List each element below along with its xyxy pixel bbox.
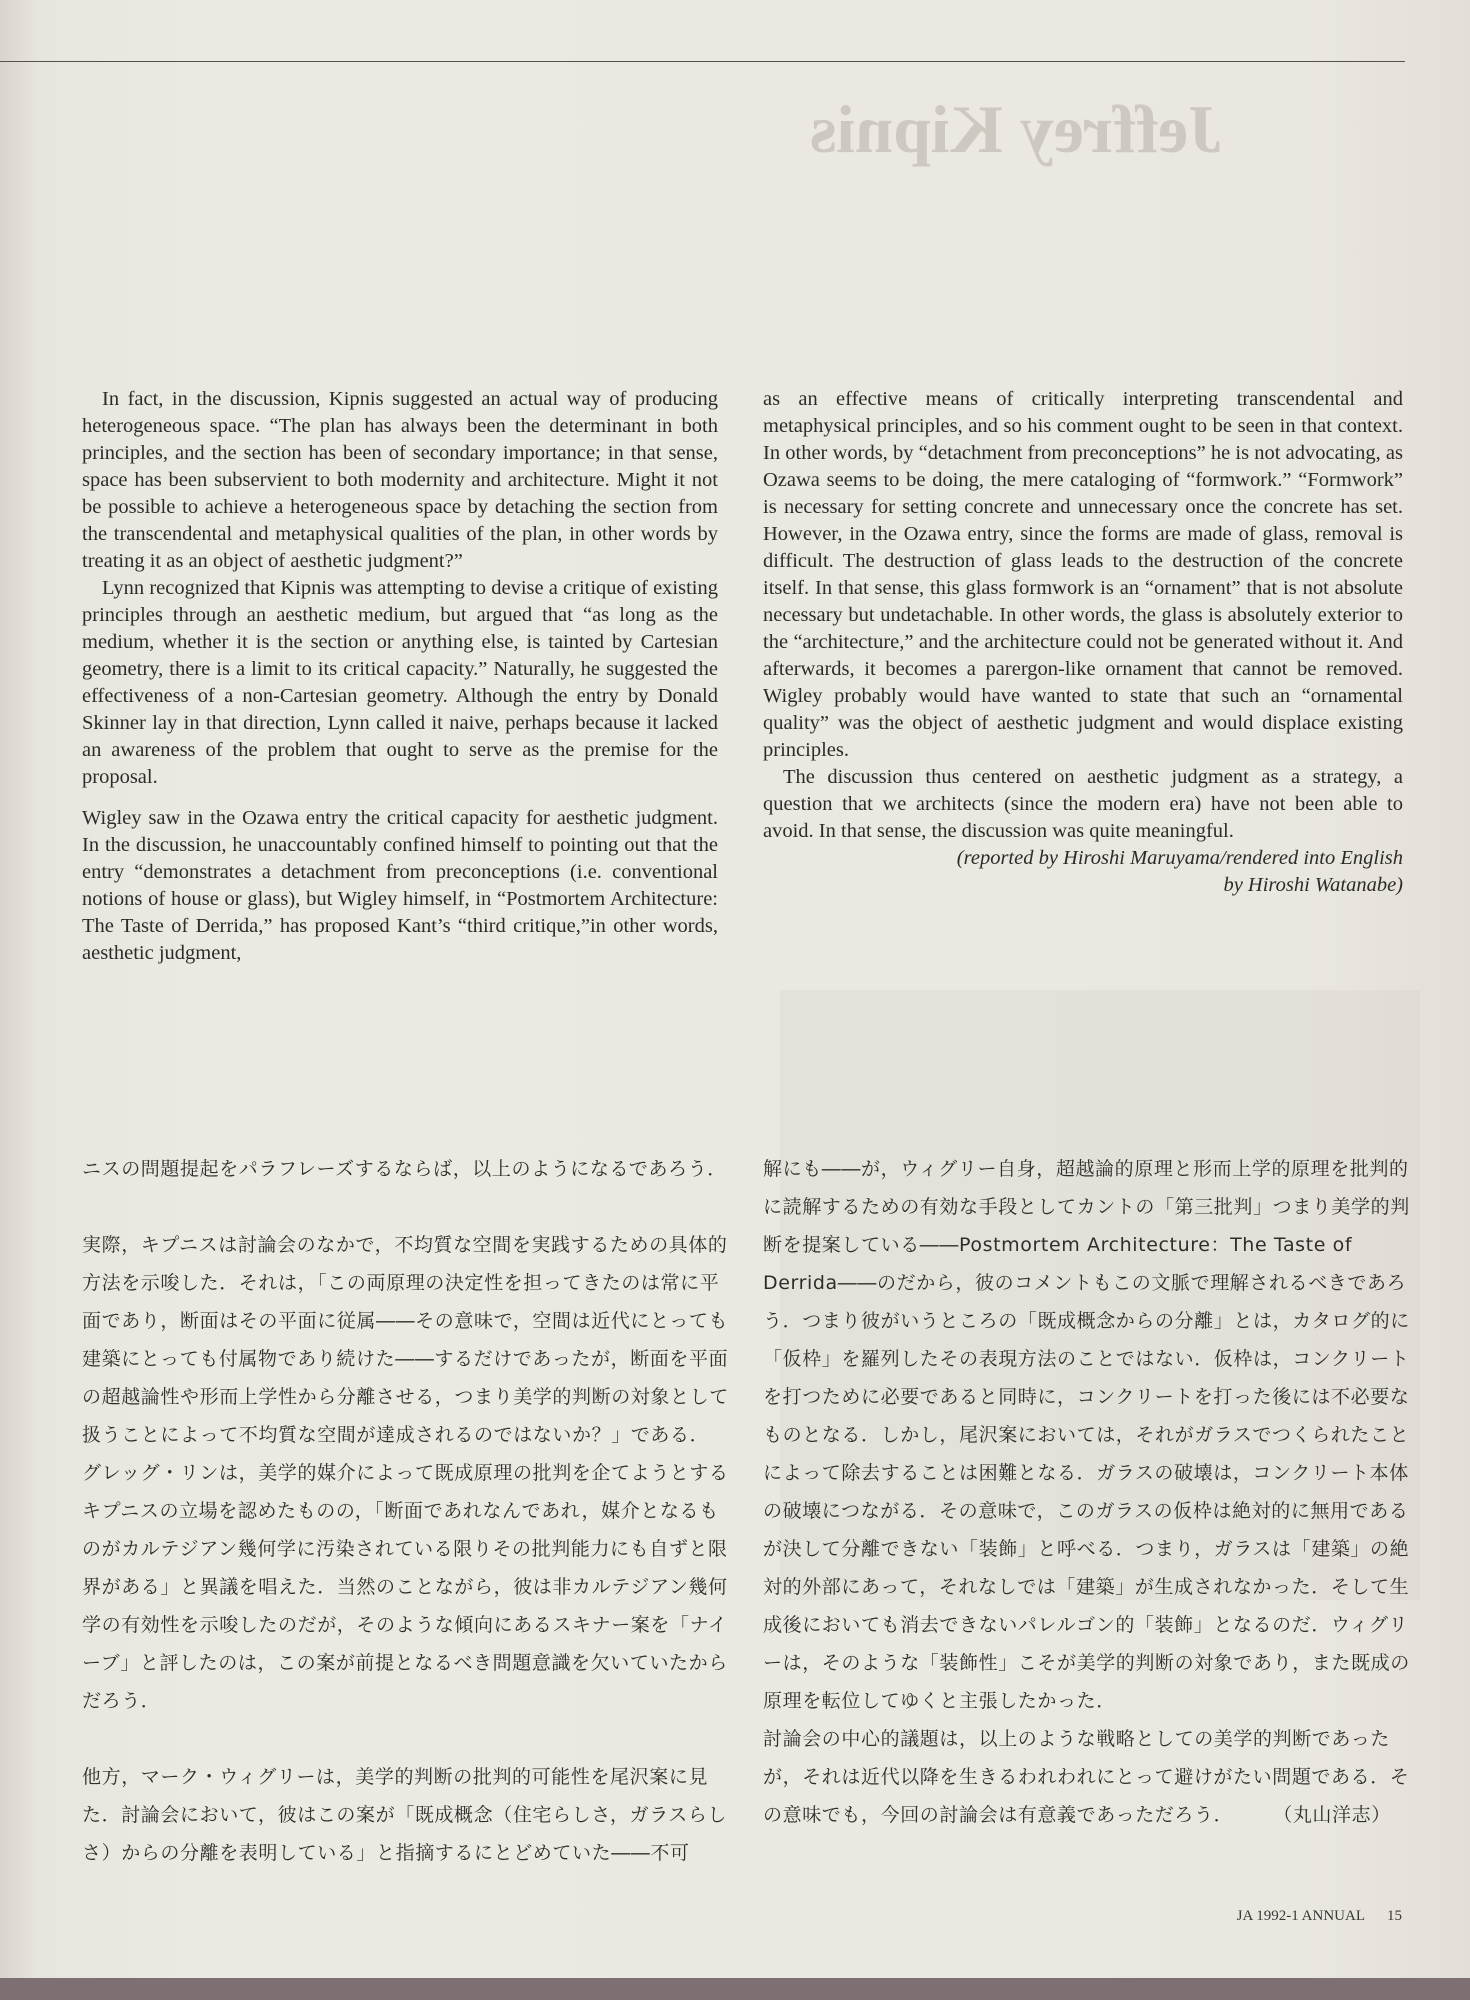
top-rule [0, 61, 1405, 62]
page-footer [1237, 1908, 1402, 1925]
show-through-title: Jeffrey Kipnis [810, 91, 1223, 167]
report-credit: (reported by Hiroshi Maruyama/rendered into English [956, 847, 1403, 869]
japanese-paragraph: 実際，キプニスは討論会のなかで，不均質な空間を実践するための具体的方法を示唆した．それは，「この両原理の決定性を担ってきたのは常に平面であり，断面はその平面に従属――その意味で，空間は近代にとっても建築にとっても付属物であり続けた――するだけであったが，断面を平面の超越論性や形而上学性から分離させる，つまり美学的判断の対象として扱うことによって不均質な空間が達成されるのではないか？」である． [82, 1234, 729, 1446]
english-paragraph: Wigley saw in the Ozawa entry the critical capacity for aesthetic judgment. In the discussion, he unaccountably confined himself to pointing out that the entry “demonstrates a detachment from preconceptions (i.e. conventional notions of house or glass), but Wigley himself, in “Postmortem Architecture: The Taste of Derrida,” has proposed Kant’s “third critique,”in other words, aesthetic judgment, [82, 807, 718, 964]
english-paragraph: as an effective means of critically interpreting transcendental and metaphysical principles, and so his comment ought to be seen in that context. In other words, by “detachment from preconceptions” he is not advocating, as Ozawa seems to be doing, the mere cataloging of “formwork.” “Formwork” is necessary for setting concrete and unnecessary once the concrete has set. However, in the Ozawa entry, since the forms are made of glass, removal is difficult. The destruction of glass leads to the destruction of the concrete itself. In that sense, this glass formwork is an “ornament” that is not absolute necessary but undetachable. In other words, the glass is absolutely exterior to the “architecture,” and the architecture could not be generated without it. And afterwards, it becomes a parergon-like ornament that cannot be removed. Wigley probably would have wanted to state that such an “ornamental quality” was the object of aesthetic judgment and would displace existing principles. [763, 388, 1403, 761]
japanese-signature: （丸山洋志） [1273, 1804, 1391, 1826]
bottom-edge [0, 1978, 1470, 2000]
japanese-paragraph: ニスの問題提起をパラフレーズするならば，以上のようになるであろう． [82, 1158, 727, 1180]
japanese-paragraph: 他方，マーク・ウィグリーは，美学的判断の批判的可能性を尾沢案に見た．討論会において，彼はこの案が「既成概念（住宅らしさ，ガラスらしさ）からの分離を表明している」と指摘するにとどめていた――不可 [82, 1766, 728, 1864]
journal-issue: JA 1992-1 ANNUAL [1236, 1908, 1365, 1924]
japanese-paragraph: グレッグ・リンは，美学的媒介によって既成原理の批判を企てようとするキプニスの立場を認めたものの，「断面であれなんであれ，媒介となるものがカルテジアン幾何学に汚染されている限りその批判能力にも自ずと限界がある」と異議を唱えた．当然のことながら，彼は非カルテジアン幾何学の有効性を示唆したのだが，そのような傾向にあるスキナー案を「ナイーブ」と評したのは，この案が前提となるべき問題意識を欠いていたからだろう． [82, 1462, 729, 1712]
english-column-right [763, 386, 1403, 899]
english-paragraph: In fact, in the discussion, Kipnis suggested an actual way of producing heterogeneous space. “The plan has always been the determinant in both principles, and the section has been of secondary importance; in that sense, space has been subservient to both modernity and architecture. Might it not be possible to achieve a heterogeneous space by detaching the section from the transcendental and metaphysical qualities of the plan, in other words by treating it as an object of aesthetic judgment?” [82, 388, 718, 572]
english-column-left [82, 386, 718, 967]
japanese-paragraph: 解にも――が，ウィグリー自身，超越論的原理と形而上学的原理を批判的に読解するための有効な手段としてカントの「第三批判」つまり美学的判断を提案している――Postmortem Architecture：The Taste of Derrida――のだから，彼のコメントもこの文脈で理解されるべきであろう．つまり彼がいうところの「既成概念からの分離」とは，カタログ的に「仮枠」を羅列したその表現方法のことではない．仮枠は，コンクリートを打つために必要であると同時に，コンクリートを打った後には不必要なものとなる．しかし，尾沢案においては，それがガラスでつくられたことによって除去することは困難となる．ガラスの破壊は，コンクリート本体の破壊につながる．その意味で，このガラスの仮枠は絶対的に無用であるが決して分離できない「装飾」と呼べる．つまり，ガラスは「建築」の絶対的外部にあって，それなしでは「建築」が生成されなかった．そして生成後においても消去できないパレルゴン的「装飾」となるのだ．ウィグリーは，そのような「装飾性」こそが美学的判断の対象であり，また既成の原理を転位してゆくと主張したかった． [763, 1158, 1410, 1712]
english-paragraph: The discussion thus centered on aesthetic judgment as a strategy, a question that we architects (since the modern era) have not been able to avoid. In that sense, the discussion was quite meaningful. [763, 766, 1403, 842]
japanese-column-left [82, 1150, 732, 1872]
japanese-column-right [763, 1150, 1413, 1834]
page-number: 15 [1387, 1908, 1402, 1924]
english-paragraph: Lynn recognized that Kipnis was attempting to devise a critique of existing principles through an aesthetic medium, but argued that “as long as the medium, whether it is the section or anything else, is tainted by Cartesian geometry, there is a limit to its critical capacity.” Naturally, he suggested the effectiveness of a non-Cartesian geometry. Although the entry by Donald Skinner lay in that direction, Lynn called it naive, perhaps because it lacked an awareness of the problem that ought to serve as the premise for the proposal. [82, 577, 718, 788]
translation-credit: by Hiroshi Watanabe) [1223, 874, 1403, 896]
japanese-paragraph: 討論会の中心的議題は，以上のような戦略としての美学的判断であったが，それは近代以降を生きるわれわれにとって避けがたい問題である．その意味でも，今回の討論会は有意義であっただろう． （丸山洋志） [763, 1728, 1410, 1826]
